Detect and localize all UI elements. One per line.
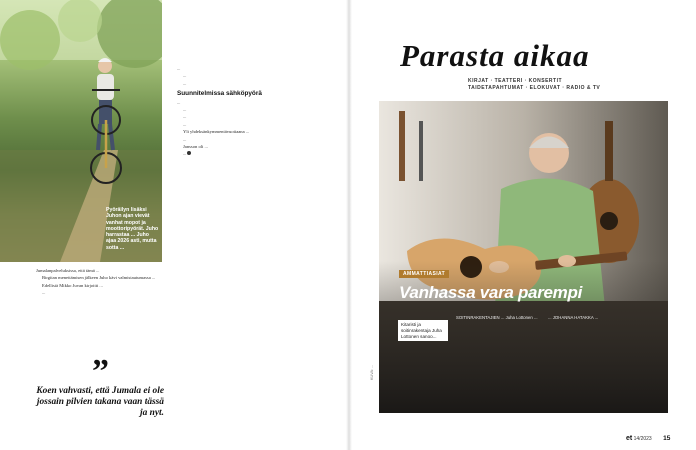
article-paragraph: ... (183, 114, 187, 120)
article-paragraph: ... (183, 73, 187, 79)
article-paragraph: Yli yhdeksänkymmentävuotiaana ... (183, 129, 250, 135)
pull-quote: Koen vahvasti, että Jumala ei ole jossain pilvien takana vaan tässä ja nyt. (36, 386, 164, 418)
section-heading: Suunnitelmissa sähköpyörä (177, 90, 262, 98)
article-paragraph: Birgitan menettämisen jälkeen Juho kävi valmistautumassa ... (42, 275, 156, 281)
article-paragraph: ... (177, 99, 181, 105)
lead-column-1: SOITINRAKENTAJIEN ... Juha Lottonen ... (456, 315, 538, 320)
lead-column-2: ... JOHANNA HATAKKA ... (548, 315, 599, 320)
section-title: Parasta aikaa (400, 38, 590, 73)
article-paragraph-text: ... (183, 151, 187, 157)
article-end-icon (187, 151, 191, 155)
categories-line: TAIDETAPAHTUMAT · ELOKUVAT · RADIO & TV (468, 85, 601, 91)
page-footer (626, 435, 670, 442)
article-column-2 (177, 66, 305, 159)
article-paragraph: ... (183, 107, 187, 113)
categories-line: KIRJAT · TEATTERI · KONSERTIT (468, 78, 563, 84)
page-number: 15 (663, 435, 671, 442)
quote-mark-icon: ” (92, 353, 109, 390)
issue-number: 14/2023 (633, 436, 652, 442)
article-paragraph: ... (183, 80, 187, 86)
article-headline: Vanhassa vara parempi (399, 283, 583, 302)
article-paragraph: Edellisiä Mikko Juvan kirjoitti ... (42, 282, 103, 288)
page-gutter (346, 0, 352, 450)
article-paragraph: ... (177, 66, 181, 71)
article-column-1 (36, 268, 162, 298)
article-paragraph: Jansson oli ... (183, 144, 208, 150)
article-paragraph: Jumalanpalveluksissa, että tämä ... (36, 268, 100, 273)
photo-credit: KUVA: ... (370, 364, 374, 380)
article-paragraph (177, 151, 305, 157)
guitar-maker-photo (379, 101, 668, 413)
article-paragraph: ... (183, 136, 187, 142)
cyclist-photo-caption: Pyöräilyn lisäksi Juhon ajan vievät vanhat mopot ja moottoripyörät. Juho harrastaa ... Juho ajaa 2026 asti, mutta sotta ... (106, 207, 159, 251)
article-kicker: AMMATTIASIAT (399, 270, 449, 278)
workshop-illustration (379, 101, 668, 413)
section-categories (468, 78, 618, 92)
article-paragraph: ... (183, 121, 187, 127)
article-paragraph: ... (42, 290, 46, 296)
cyclist-photo (0, 0, 162, 262)
magazine-logo: et (626, 435, 633, 442)
photo-caption: Kitaristi ja soitinrakentaja Juha Lottonen sanoo... (398, 320, 448, 341)
